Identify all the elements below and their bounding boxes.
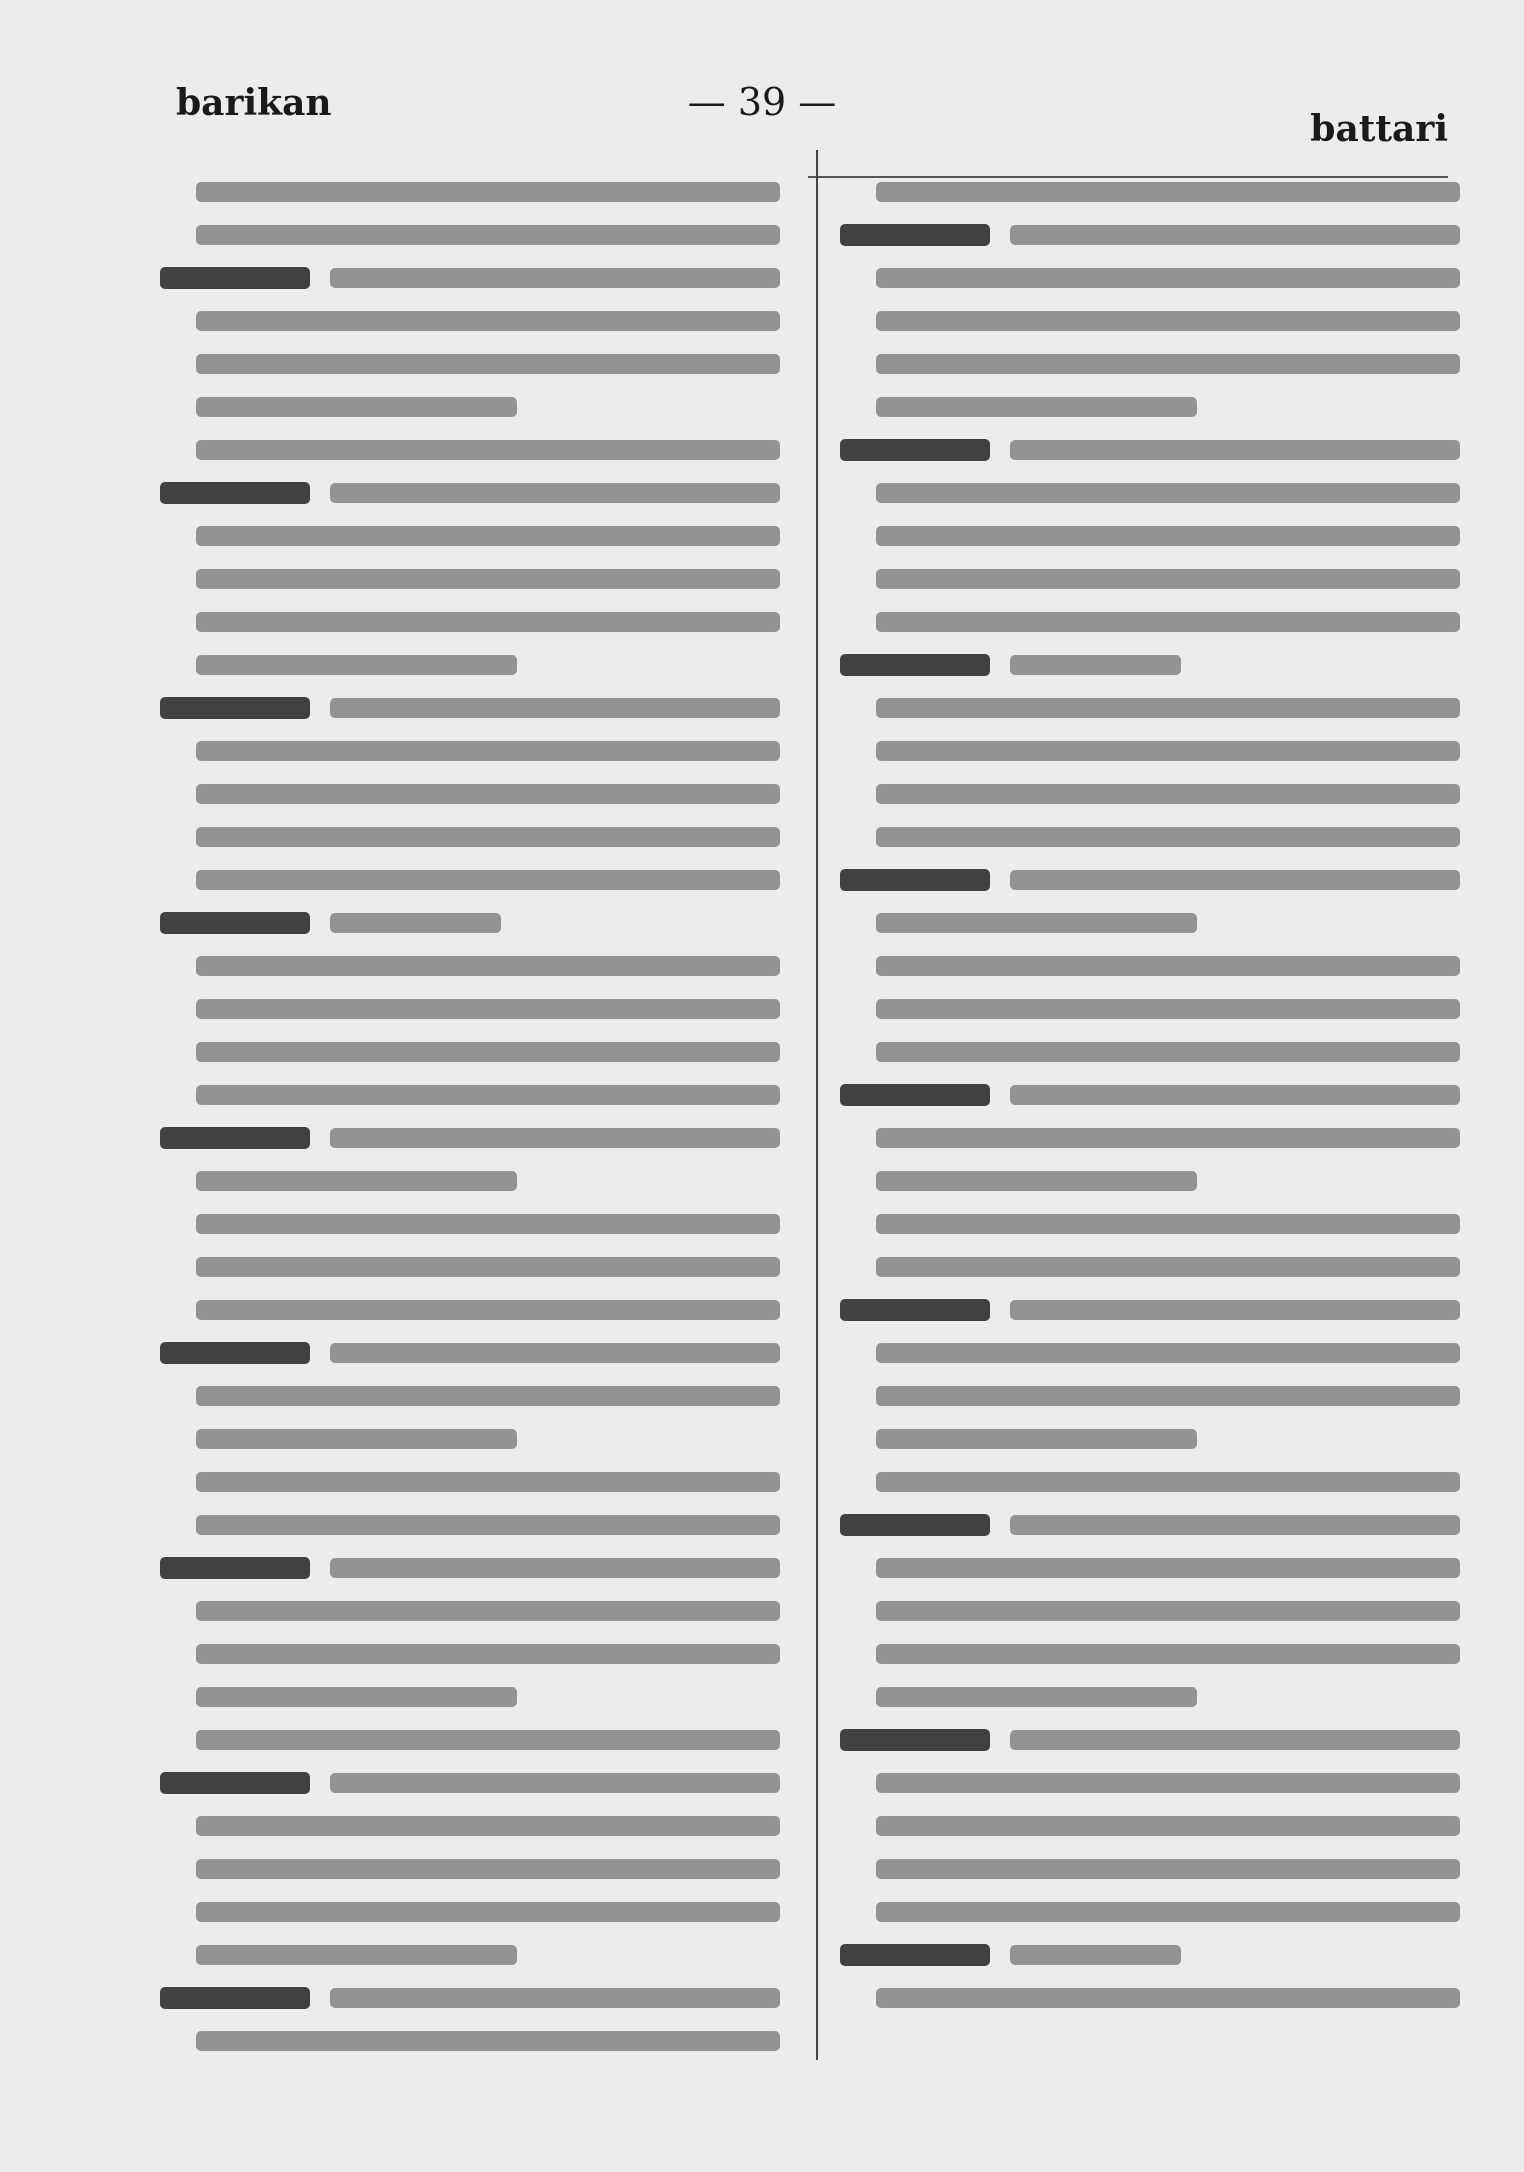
headword-placeholder <box>160 912 310 934</box>
text-line-placeholder <box>840 1288 1480 1331</box>
text-line-placeholder <box>840 1546 1480 1589</box>
definition-placeholder <box>196 1816 780 1836</box>
headword-placeholder <box>840 1729 990 1751</box>
definition-placeholder <box>196 354 780 374</box>
definition-placeholder <box>196 956 780 976</box>
headword-placeholder <box>840 439 990 461</box>
definition-placeholder <box>876 483 1460 503</box>
headword-placeholder <box>840 224 990 246</box>
headword-placeholder <box>160 267 310 289</box>
definition-placeholder <box>196 440 780 460</box>
text-line-placeholder <box>840 901 1480 944</box>
definition-placeholder <box>876 1042 1460 1062</box>
text-line-placeholder <box>840 1030 1480 1073</box>
text-line-placeholder <box>840 944 1480 987</box>
definition-placeholder <box>330 1773 780 1793</box>
definition-placeholder <box>330 1128 780 1148</box>
text-line-placeholder <box>840 299 1480 342</box>
definition-placeholder <box>196 397 517 417</box>
definition-placeholder <box>876 569 1460 589</box>
definition-placeholder <box>1010 1085 1460 1105</box>
definition-placeholder <box>196 741 780 761</box>
text-line-placeholder <box>160 1460 800 1503</box>
text-line-placeholder <box>160 1890 800 1933</box>
page-number: — 39 — <box>687 80 837 124</box>
text-line-placeholder <box>160 1976 800 2019</box>
definition-placeholder <box>876 612 1460 632</box>
text-line-placeholder <box>840 557 1480 600</box>
definition-placeholder <box>876 1644 1460 1664</box>
definition-placeholder <box>196 1171 517 1191</box>
text-line-placeholder <box>840 1718 1480 1761</box>
text-line-placeholder <box>160 987 800 1030</box>
text-line-placeholder <box>840 1331 1480 1374</box>
text-line-placeholder <box>160 1503 800 1546</box>
headword-placeholder <box>840 1944 990 1966</box>
text-line-placeholder <box>160 2019 800 2062</box>
text-line-placeholder <box>160 643 800 686</box>
text-line-placeholder <box>840 1116 1480 1159</box>
definition-placeholder <box>196 1687 517 1707</box>
definition-placeholder <box>196 182 780 202</box>
definition-placeholder <box>876 354 1460 374</box>
headword-placeholder <box>840 654 990 676</box>
text-line-placeholder <box>840 1202 1480 1245</box>
headword-placeholder <box>160 697 310 719</box>
definition-placeholder <box>876 397 1197 417</box>
headword-placeholder <box>160 482 310 504</box>
definition-placeholder <box>876 1601 1460 1621</box>
definition-placeholder <box>330 268 780 288</box>
headword-placeholder <box>840 1299 990 1321</box>
headword-placeholder <box>160 1127 310 1149</box>
text-line-placeholder <box>160 1718 800 1761</box>
headword-placeholder <box>160 1772 310 1794</box>
text-line-placeholder <box>160 1374 800 1417</box>
text-line-placeholder <box>160 772 800 815</box>
text-line-placeholder <box>160 1159 800 1202</box>
headword-placeholder <box>160 1557 310 1579</box>
definition-placeholder <box>196 1472 780 1492</box>
text-line-placeholder <box>160 557 800 600</box>
text-line-placeholder <box>840 1890 1480 1933</box>
entry-column-left <box>160 170 800 2062</box>
text-line-placeholder <box>160 1675 800 1718</box>
text-line-placeholder <box>160 170 800 213</box>
text-line-placeholder <box>160 600 800 643</box>
text-line-placeholder <box>840 1374 1480 1417</box>
text-line-placeholder <box>160 1417 800 1460</box>
text-line-placeholder <box>160 1116 800 1159</box>
definition-placeholder <box>876 741 1460 761</box>
definition-placeholder <box>330 1558 780 1578</box>
text-line-placeholder <box>160 342 800 385</box>
definition-placeholder <box>196 827 780 847</box>
definition-placeholder <box>876 1687 1197 1707</box>
text-line-placeholder <box>160 858 800 901</box>
text-line-placeholder <box>160 1073 800 1116</box>
definition-placeholder <box>876 1386 1460 1406</box>
definition-placeholder <box>876 1988 1460 2008</box>
definition-placeholder <box>1010 1945 1181 1965</box>
text-line-placeholder <box>840 342 1480 385</box>
headword-placeholder <box>840 869 990 891</box>
definition-placeholder <box>330 698 780 718</box>
text-line-placeholder <box>160 686 800 729</box>
definition-placeholder <box>330 1343 780 1363</box>
definition-placeholder <box>1010 655 1181 675</box>
definition-placeholder <box>196 1601 780 1621</box>
definition-placeholder <box>196 655 517 675</box>
definition-placeholder <box>196 311 780 331</box>
definition-placeholder <box>876 1429 1197 1449</box>
text-line-placeholder <box>840 1460 1480 1503</box>
definition-placeholder <box>1010 225 1460 245</box>
definition-placeholder <box>876 1773 1460 1793</box>
definition-placeholder <box>1010 1730 1460 1750</box>
text-line-placeholder <box>840 643 1480 686</box>
text-line-placeholder <box>840 1503 1480 1546</box>
definition-placeholder <box>876 827 1460 847</box>
definition-placeholder <box>1010 1515 1460 1535</box>
text-line-placeholder <box>160 213 800 256</box>
definition-placeholder <box>330 913 501 933</box>
definition-placeholder <box>876 311 1460 331</box>
header-guide-word-left: barikan <box>176 82 332 124</box>
definition-placeholder <box>196 1730 780 1750</box>
text-line-placeholder <box>160 815 800 858</box>
text-line-placeholder <box>840 1761 1480 1804</box>
text-line-placeholder <box>840 1675 1480 1718</box>
entry-column-right <box>840 170 1480 2019</box>
definition-placeholder <box>876 1902 1460 1922</box>
text-line-placeholder <box>840 1073 1480 1116</box>
definition-placeholder <box>1010 1300 1460 1320</box>
text-line-placeholder <box>160 1761 800 1804</box>
text-line-placeholder <box>840 987 1480 1030</box>
text-line-placeholder <box>160 729 800 772</box>
text-line-placeholder <box>840 1245 1480 1288</box>
text-line-placeholder <box>840 1589 1480 1632</box>
text-line-placeholder <box>160 1245 800 1288</box>
text-line-placeholder <box>840 729 1480 772</box>
text-line-placeholder <box>160 428 800 471</box>
definition-placeholder <box>196 225 780 245</box>
definition-placeholder <box>876 956 1460 976</box>
headword-placeholder <box>840 1514 990 1536</box>
definition-placeholder <box>196 1945 517 1965</box>
text-line-placeholder <box>840 1417 1480 1460</box>
text-line-placeholder <box>840 1976 1480 2019</box>
text-line-placeholder <box>840 1847 1480 1890</box>
definition-placeholder <box>876 1257 1460 1277</box>
text-line-placeholder <box>160 471 800 514</box>
headword-placeholder <box>160 1987 310 2009</box>
definition-placeholder <box>196 1042 780 1062</box>
definition-placeholder <box>196 1214 780 1234</box>
definition-placeholder <box>196 1644 780 1664</box>
definition-placeholder <box>196 526 780 546</box>
definition-placeholder <box>196 1859 780 1879</box>
text-line-placeholder <box>160 1546 800 1589</box>
definition-placeholder <box>196 999 780 1019</box>
definition-placeholder <box>876 268 1460 288</box>
definition-placeholder <box>330 483 780 503</box>
definition-placeholder <box>876 1558 1460 1578</box>
text-line-placeholder <box>840 1933 1480 1976</box>
text-line-placeholder <box>160 514 800 557</box>
text-line-placeholder <box>840 1632 1480 1675</box>
definition-placeholder <box>196 870 780 890</box>
text-line-placeholder <box>160 1933 800 1976</box>
headword-placeholder <box>840 1084 990 1106</box>
definition-placeholder <box>876 999 1460 1019</box>
definition-placeholder <box>196 1515 780 1535</box>
definition-placeholder <box>876 784 1460 804</box>
text-line-placeholder <box>160 1331 800 1374</box>
definition-placeholder <box>876 1859 1460 1879</box>
definition-placeholder <box>876 698 1460 718</box>
text-line-placeholder <box>160 1632 800 1675</box>
definition-placeholder <box>196 1429 517 1449</box>
definition-placeholder <box>876 526 1460 546</box>
text-line-placeholder <box>840 471 1480 514</box>
definition-placeholder <box>876 1214 1460 1234</box>
definition-placeholder <box>876 182 1460 202</box>
definition-placeholder <box>876 1343 1460 1363</box>
text-line-placeholder <box>160 299 800 342</box>
definition-placeholder <box>1010 870 1460 890</box>
text-line-placeholder <box>160 256 800 299</box>
definition-placeholder <box>196 1085 780 1105</box>
text-line-placeholder <box>840 213 1480 256</box>
definition-placeholder <box>196 2031 780 2051</box>
headword-placeholder <box>160 1342 310 1364</box>
text-line-placeholder <box>160 385 800 428</box>
text-line-placeholder <box>840 815 1480 858</box>
text-line-placeholder <box>840 686 1480 729</box>
definition-placeholder <box>876 913 1197 933</box>
definition-placeholder <box>876 1816 1460 1836</box>
text-line-placeholder <box>160 901 800 944</box>
text-line-placeholder <box>840 772 1480 815</box>
text-line-placeholder <box>160 1030 800 1073</box>
text-line-placeholder <box>840 428 1480 471</box>
text-line-placeholder <box>160 1589 800 1632</box>
text-line-placeholder <box>840 600 1480 643</box>
definition-placeholder <box>196 1902 780 1922</box>
definition-placeholder <box>196 1386 780 1406</box>
text-line-placeholder <box>840 1804 1480 1847</box>
definition-placeholder <box>196 784 780 804</box>
definition-placeholder <box>196 612 780 632</box>
column-divider <box>816 150 818 2060</box>
text-line-placeholder <box>840 1159 1480 1202</box>
text-line-placeholder <box>160 1804 800 1847</box>
definition-placeholder <box>196 569 780 589</box>
text-line-placeholder <box>160 1202 800 1245</box>
text-line-placeholder <box>160 1288 800 1331</box>
definition-placeholder <box>330 1988 780 2008</box>
text-line-placeholder <box>840 256 1480 299</box>
text-line-placeholder <box>840 170 1480 213</box>
definition-placeholder <box>876 1472 1460 1492</box>
text-line-placeholder <box>840 385 1480 428</box>
text-line-placeholder <box>160 944 800 987</box>
definition-placeholder <box>196 1257 780 1277</box>
definition-placeholder <box>1010 440 1460 460</box>
definition-placeholder <box>196 1300 780 1320</box>
text-line-placeholder <box>160 1847 800 1890</box>
definition-placeholder <box>876 1128 1460 1148</box>
header-guide-word-right: battari <box>1310 108 1448 150</box>
text-line-placeholder <box>840 858 1480 901</box>
text-line-placeholder <box>840 514 1480 557</box>
definition-placeholder <box>876 1171 1197 1191</box>
